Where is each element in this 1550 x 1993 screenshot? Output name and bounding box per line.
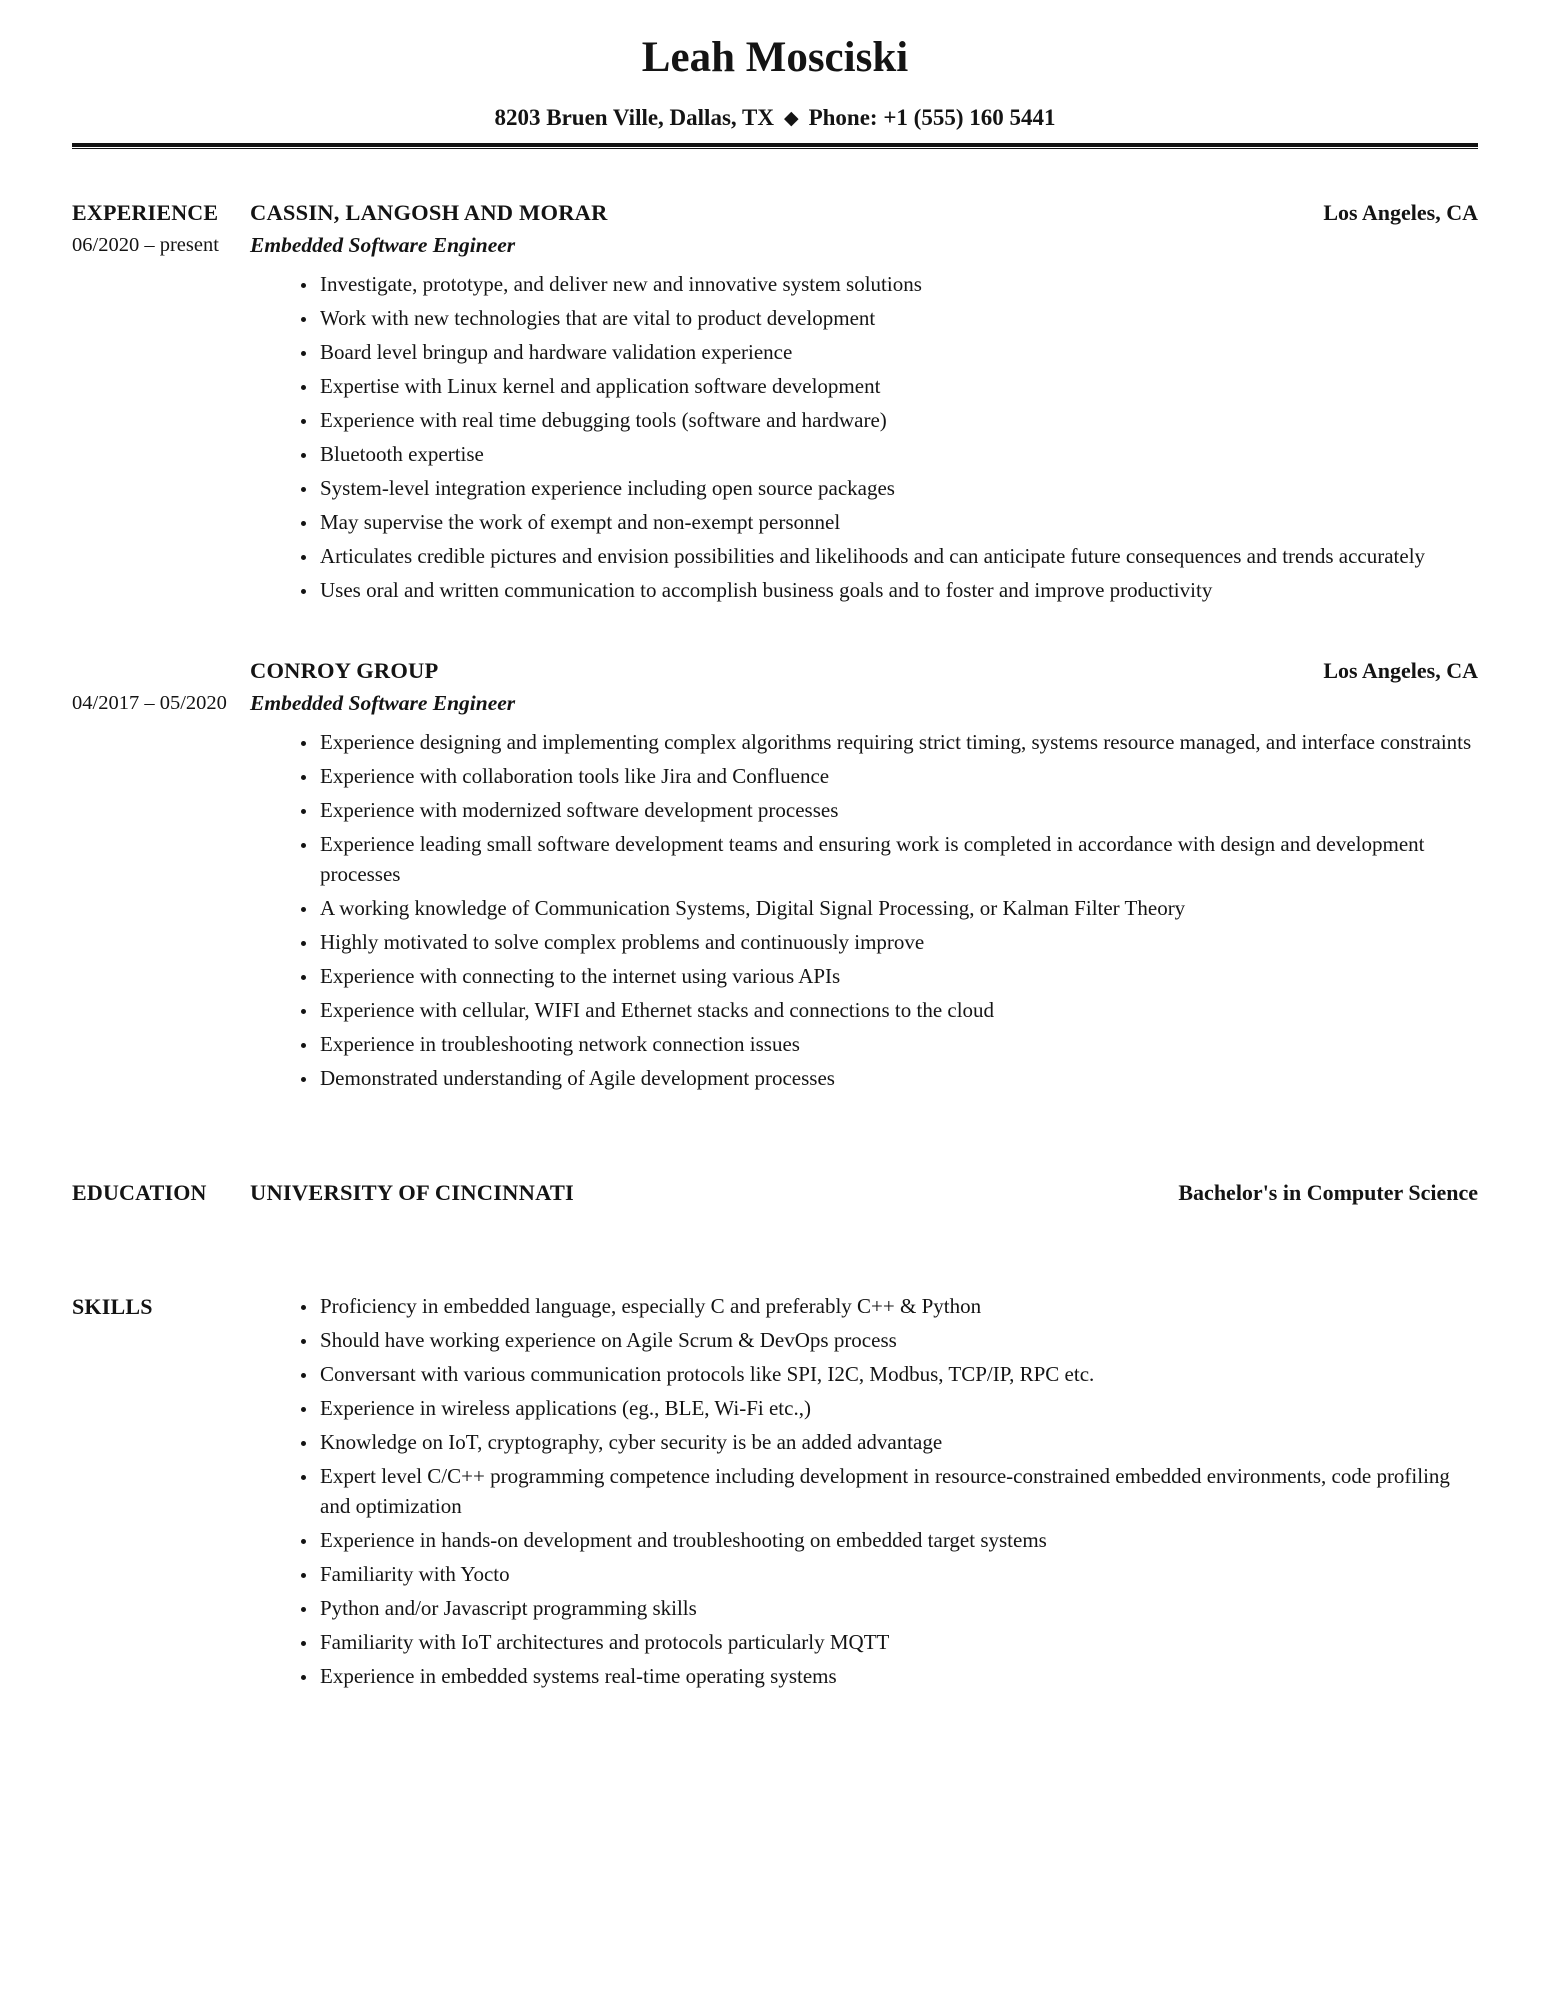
address-text: 8203 Bruen Ville, Dallas, TX (494, 105, 774, 131)
diamond-icon: ◆ (783, 108, 799, 130)
bullet-item: • Bluetooth expertise (318, 439, 1478, 469)
job1-header (250, 197, 1478, 229)
job2-title: Embedded Software Engineer (250, 691, 516, 716)
degree-name: Bachelor's in Computer Science (1178, 1180, 1478, 1206)
bullet-item: • Demonstrated understanding of Agile development processes (318, 1063, 1478, 1093)
job2-header (250, 655, 1478, 687)
bullet-item: • Investigate, prototype, and deliver new and innovative system solutions (318, 269, 1478, 299)
skills-heading: SKILLS (72, 1294, 153, 1320)
education-line (250, 1177, 1478, 1209)
skills-block (250, 1291, 1478, 1695)
job2-bullet-list (250, 727, 1478, 1093)
candidate-name: Leah Mosciski (641, 34, 909, 81)
job1-bullet-list (250, 269, 1478, 605)
bullet-item: • Familiarity with IoT architectures and protocols particularly MQTT (318, 1627, 1478, 1657)
experience-left-column (72, 197, 250, 609)
bullet-item: • Experience in troubleshooting network connection issues (318, 1029, 1478, 1059)
contact-line (72, 105, 1478, 131)
skills-left-column (72, 1291, 250, 1695)
job2-left-column (72, 655, 250, 1097)
bullet-item: • Experience designing and implementing complex algorithms requiring strict timing, systems resource managed, and interface constraints (318, 727, 1478, 757)
job1-location: Los Angeles, CA (1323, 200, 1478, 226)
bullet-item: • System-level integration experience including open source packages (318, 473, 1478, 503)
job2-block (250, 655, 1478, 1097)
experience-heading: EXPERIENCE (72, 200, 219, 226)
experience-section (72, 197, 1478, 609)
bullet-item: • Articulates credible pictures and envision possibilities and likelihoods and can anticipate future consequences and trends accurately (318, 541, 1478, 571)
bullet-item: • Proficiency in embedded language, especially C and preferably C++ & Python (318, 1291, 1478, 1321)
bullet-item: • Experience in wireless applications (eg., BLE, Wi-Fi etc.,) (318, 1393, 1478, 1423)
education-left-column (72, 1177, 250, 1209)
job2-dates: 04/2017 – 05/2020 (72, 692, 227, 715)
bullet-item: • Highly motivated to solve complex problems and continuously improve (318, 927, 1478, 957)
bullet-item: • Experience leading small software development teams and ensuring work is completed in accordance with design and development processes (318, 829, 1478, 889)
header-divider (72, 143, 1478, 149)
resume-header (72, 34, 1478, 149)
bullet-item: • Experience with collaboration tools like Jira and Confluence (318, 761, 1478, 791)
bullet-item: • Experience with connecting to the internet using various APIs (318, 961, 1478, 991)
bullet-item: • Uses oral and written communication to accomplish business goals and to foster and improve productivity (318, 575, 1478, 605)
bullet-item: • Experience with real time debugging tools (software and hardware) (318, 405, 1478, 435)
bullet-item: • Python and/or Javascript programming skills (318, 1593, 1478, 1623)
job2-company: CONROY GROUP (250, 658, 439, 684)
bullet-item: • Expertise with Linux kernel and application software development (318, 371, 1478, 401)
job1-block (250, 197, 1478, 609)
skills-bullet-list (250, 1291, 1478, 1691)
bullet-item: • May supervise the work of exempt and non-exempt personnel (318, 507, 1478, 537)
bullet-item: • Experience in hands-on development and troubleshooting on embedded target systems (318, 1525, 1478, 1555)
bullet-item: • Experience in embedded systems real-time operating systems (318, 1661, 1478, 1691)
experience-job2-section (72, 655, 1478, 1097)
bullet-item: • Experience with cellular, WIFI and Ethernet stacks and connections to the cloud (318, 995, 1478, 1025)
education-heading: EDUCATION (72, 1180, 207, 1206)
bullet-item: • Experience with modernized software development processes (318, 795, 1478, 825)
bullet-item: • Knowledge on IoT, cryptography, cyber security is be an added advantage (318, 1427, 1478, 1457)
bullet-item: • Familiarity with Yocto (318, 1559, 1478, 1589)
bullet-item: • Work with new technologies that are vital to product development (318, 303, 1478, 333)
bullet-item: • Should have working experience on Agile Scrum & DevOps process (318, 1325, 1478, 1355)
education-block (250, 1177, 1478, 1209)
job2-location: Los Angeles, CA (1323, 658, 1478, 684)
school-name: UNIVERSITY OF CINCINNATI (250, 1180, 575, 1206)
skills-section (72, 1291, 1478, 1695)
phone-text: Phone: +1 (555) 160 5441 (808, 105, 1056, 131)
bullet-item: • Expert level C/C++ programming competence including development in resource-constrained embedded environments, code profiling and optimization (318, 1461, 1478, 1521)
education-section (72, 1177, 1478, 1209)
job1-dates: 06/2020 – present (72, 234, 219, 257)
job1-company: CASSIN, LANGOSH AND MORAR (250, 200, 608, 226)
bullet-item: • Conversant with various communication protocols like SPI, I2C, Modbus, TCP/IP, RPC etc. (318, 1359, 1478, 1389)
bullet-item: • A working knowledge of Communication Systems, Digital Signal Processing, or Kalman Filter Theory (318, 893, 1478, 923)
job1-title: Embedded Software Engineer (250, 233, 516, 258)
bullet-item: • Board level bringup and hardware validation experience (318, 337, 1478, 367)
